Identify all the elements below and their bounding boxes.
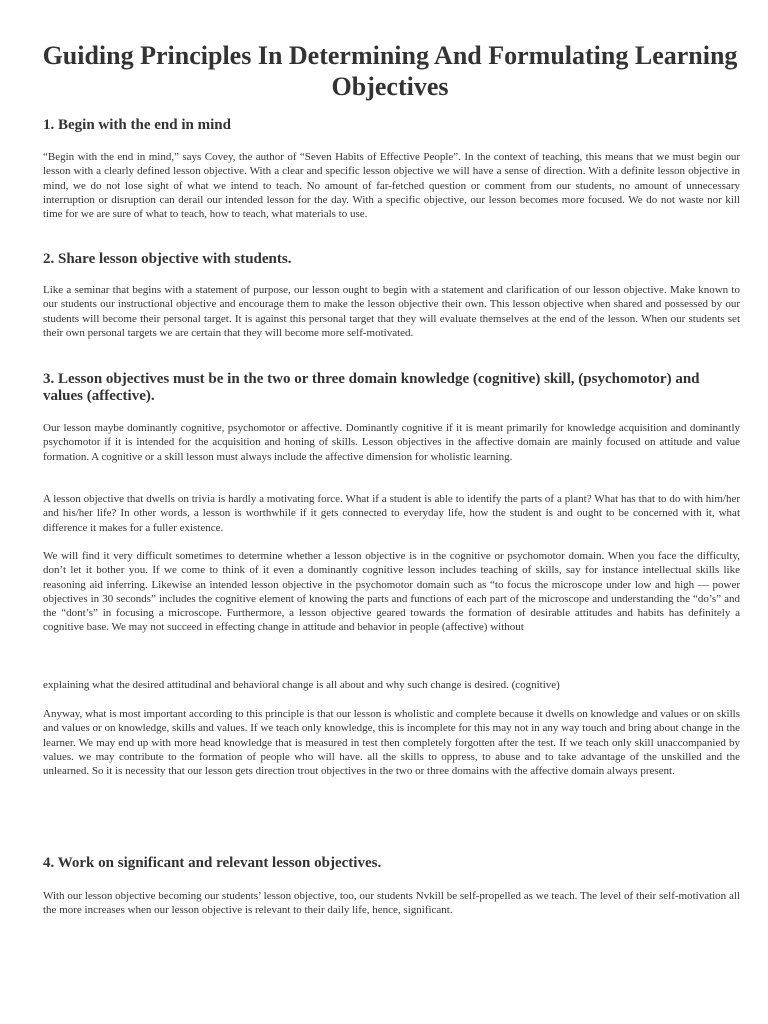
section-3-paragraph-2: A lesson objective that dwells on trivia is hardly a motivating force. What if a student is able to identify the parts of a plant? What has that to do with him/her and his/her life? In other words, a lesson is worthwhile if it gets connected to everyday life, how the student is and ought to be concerned with it, what difference it makes for a fuller existence. (43, 493, 740, 534)
section-1-heading: 1. Begin with the end in mind (43, 117, 231, 133)
section-2-paragraph-1: Like a seminar that begins with a statement of purpose, our lesson ought to begin with a statement and clarification of our lesson objective. Make known to our students our instructional objective and encourage them to make the lesson objective their own. This lesson objective when shared and possessed by our students will become their personal target. It is against this personal target that they will evaluate themselves at the end of the lesson. When our students set their own personal targets we are certain that they will become more self-motivated. (43, 284, 740, 339)
section-1-paragraph-1: “Begin with the end in mind,” says Covey, the author of “Seven Habits of Effective People”. In the context of teaching, this means that we must begin our lesson with a clearly defined lesson objective. With a clear and specific lesson objective we will have a sense of direction. With a definite lesson objective in mind, we do not lose sight of what we intend to teach. No amount of far-fetched question or comment from our students, no amount of unnecessary interruption or disruption can derail our intended lesson for the day. With a specific objective, our lesson becomes more focused. We do not waste nor kill time for we are sure of what to teach, how to teach, what materials to use. (43, 151, 740, 221)
section-3-paragraph-1: Our lesson maybe dominantly cognitive, psychomotor or affective. Dominantly cognitive if it is meant primarily for knowledge acquisition and dominantly psychomotor if it is intended for the acquisition and honing of skills. Lesson objectives in the affective domain are mainly focused on attitude and value formation. A cognitive or a skill lesson must always include the affective dimension for wholistic learning. (43, 422, 740, 463)
section-4-paragraph-1: With our lesson objective becoming our students’ lesson objective, too, our students Nvkill be self-propelled as we teach. The level of their self-motivation all the more increases when our lesson objective is relevant to their daily life, hence, significant. (43, 890, 740, 917)
section-2-heading: 2. Share lesson objective with students. (43, 251, 292, 267)
section-4-heading: 4. Work on significant and relevant lesson objectives. (43, 855, 382, 871)
section-3-heading: 3. Lesson objectives must be in the two or three domain knowledge (cognitive) skill, (psychomotor) and values (affective). (43, 371, 700, 404)
section-3-paragraph-3: We will find it very difficult sometimes to determine whether a lesson objective is in the cognitive or psychomotor domain. When you face the difficulty, don’t let it bother you. If we come to think of it even a dominantly cognitive lesson includes teaching of skills, say for instance intellectual skills like reasoning aid inferring. Likewise an intended lesson objective in the psychomotor domain such as “to focus the microscope under low and high — power objectives in 30 seconds” includes the cognitive element of knowing the parts and functions of each part of the microscope and understanding the “do’s” and the “dont’s” in focusing a microscope. Furthermore, a lesson objective geared towards the formation of desirable attitudes and habits has definitely a cognitive base. We may not succeed in effecting change in attitude and behavior in people (affective) without (43, 550, 740, 634)
section-3-paragraph-5: Anyway, what is most important according to this principle is that our lesson is wholistic and complete because it dwells on knowledge and values or on skills and values or on knowledge, skills and values. If we teach only knowledge, this is incomplete for this may not in any way touch and bring about change in the learner. We may end up with more head knowledge that is measured in test then completely forgotten after the test. If we teach only skill unaccompanied by values. we may contribute to the formation of people who will have. all the skills to oppress, to abuse and to take advantage of the unskilled and the unlearned. So it is necessity that our lesson gets direction trout objectives in the two or three domains with the affective domain always present. (43, 708, 740, 778)
section-3-paragraph-4: explaining what the desired attitudinal and behavioral change is all about and why such change is desired. (cognitive) (43, 679, 560, 691)
document-title: Guiding Principles In Determining And Formulating Learning Objectives (42, 41, 738, 101)
